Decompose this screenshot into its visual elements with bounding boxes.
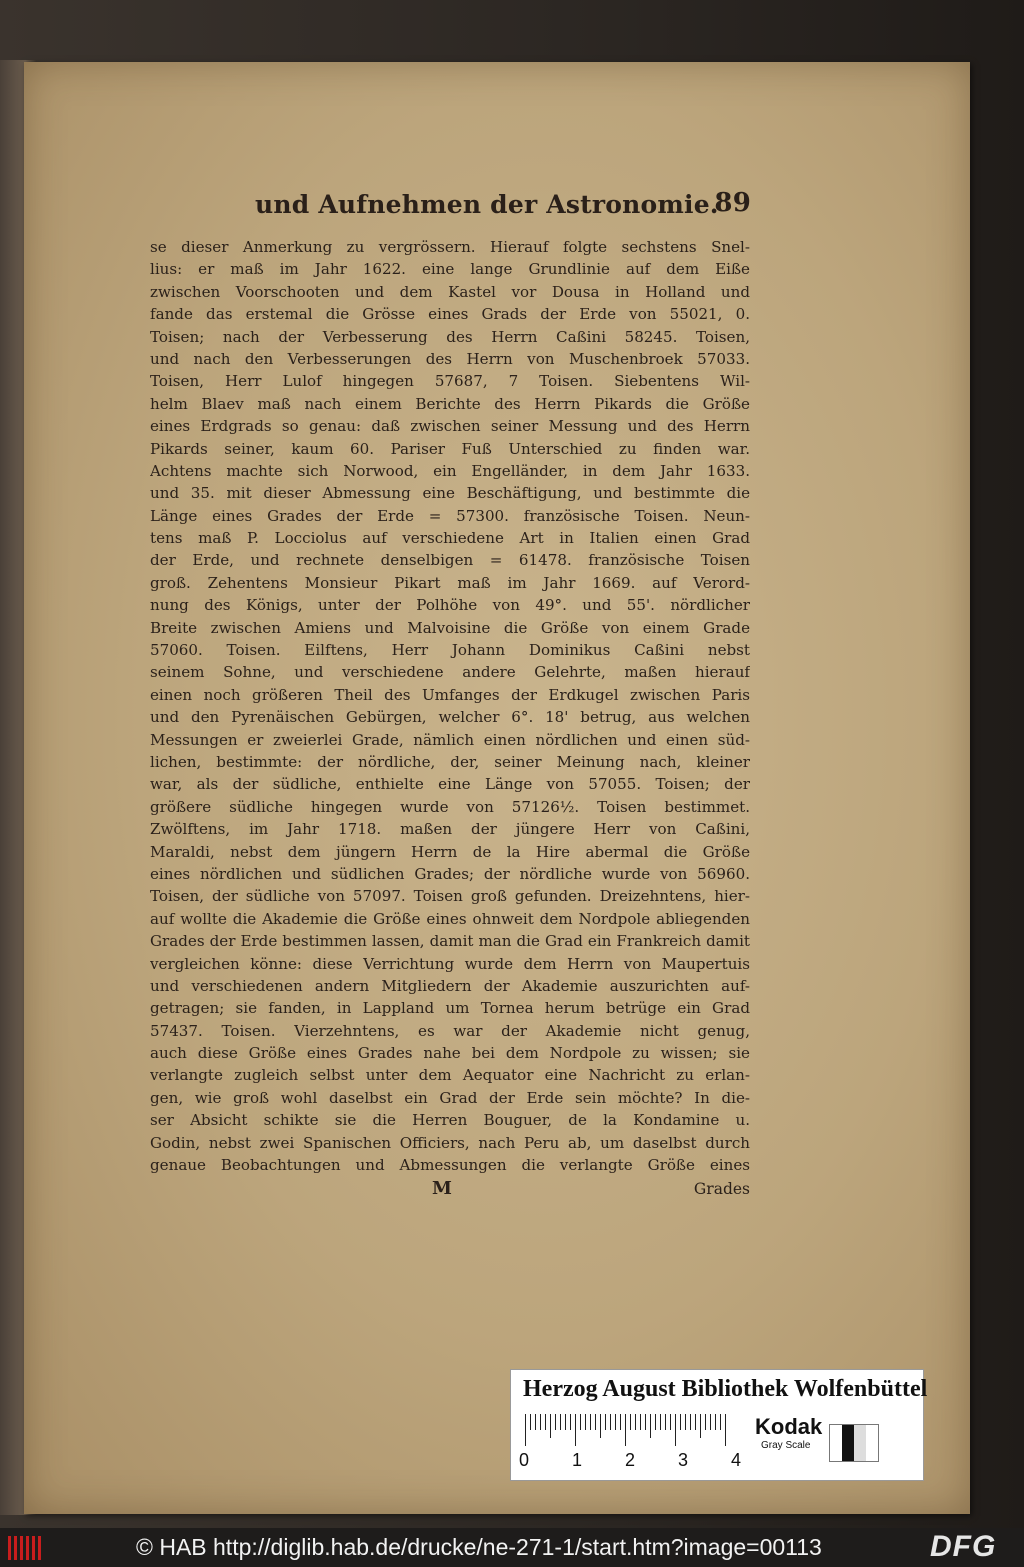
ruler-tick bbox=[680, 1414, 681, 1430]
text-line: fande das erstemal die Grösse eines Grads der Erde von 55021, 0. bbox=[150, 305, 750, 324]
ruler-tick bbox=[525, 1414, 526, 1446]
page-number: 89 bbox=[714, 188, 751, 218]
gray-swatches bbox=[829, 1424, 879, 1462]
ruler-tick bbox=[580, 1414, 581, 1430]
text-line: Pikards seiner, kaum 60. Pariser Fuß Unterschied zu finden war. bbox=[150, 439, 750, 458]
ruler-tick bbox=[655, 1414, 656, 1430]
text-line: Breite zwischen Amiens und Malvoisine die Größe von einem Grade bbox=[150, 618, 750, 637]
text-line: nung des Königs, unter der Polhöhe von 49°. und 55'. nördlicher bbox=[150, 596, 750, 615]
ruler-tick bbox=[710, 1414, 711, 1430]
gray-scale-label: Gray Scale bbox=[761, 1440, 811, 1451]
text-line: 57060. Toisen. Eilftens, Herr Johann Dominikus Caßini nebst bbox=[150, 641, 750, 660]
text-line: se dieser Anmerkung zu vergrössern. Hierauf folgte sechstens Snel- bbox=[150, 238, 750, 256]
text-line: getragen; sie fanden, in Lappland um Tornea herum betrüge ein Grad bbox=[150, 999, 750, 1018]
ruler-tick bbox=[665, 1414, 666, 1430]
text-line: Maraldi, nebst dem jüngern Herrn de la Hire abermal die Größe bbox=[150, 842, 750, 861]
text-line: groß. Zehentens Monsieur Pikart maß im Jahr 1669. auf Verord- bbox=[150, 573, 750, 592]
page-footer bbox=[150, 1178, 750, 1202]
swatch-white bbox=[830, 1425, 842, 1461]
text-line: Toisen, der südliche von 57097. Toisen groß gefunden. Dreizehntens, hier- bbox=[150, 887, 750, 906]
text-line: Godin, nebst zwei Spanischen Officiers, nach Peru ab, um daselbst durch bbox=[150, 1133, 750, 1152]
ruler-tick bbox=[675, 1414, 676, 1446]
ruler-label: 1 bbox=[572, 1450, 583, 1470]
ruler-tick bbox=[625, 1414, 626, 1446]
ruler-tick bbox=[590, 1414, 591, 1430]
credit-link[interactable]: © HAB http://diglib.hab.de/drucke/ne-271-1/start.htm?image=00113 bbox=[136, 1534, 822, 1560]
ruler-tick bbox=[705, 1414, 706, 1430]
library-name: Herzog August Bibliothek Wolfenbüttel bbox=[523, 1376, 928, 1402]
text-line: auf wollte die Akademie die Größe eines ohnweit dem Nordpole abliegenden bbox=[150, 909, 750, 928]
running-head-title: und Aufnehmen der Astronomie. bbox=[255, 190, 719, 219]
text-line: war, als der südliche, enthielte eine Länge von 57055. Toisen; der bbox=[150, 775, 750, 794]
text-line: lichen, bestimmte: der nördliche, der, seiner Meinung nach, kleiner bbox=[150, 752, 750, 771]
ruler-label: 0 bbox=[519, 1450, 530, 1470]
body-text bbox=[150, 236, 750, 1176]
text-line: verlangte zugleich selbst unter dem Aequator eine Nachricht zu erlan- bbox=[150, 1066, 750, 1085]
ruler-tick bbox=[670, 1414, 671, 1430]
hab-logo-icon bbox=[8, 1536, 42, 1560]
ruler-tick bbox=[575, 1414, 576, 1446]
text-line: größere südliche hingegen wurde von 57126½. Toisen bestimmet. bbox=[150, 797, 750, 816]
ruler-tick bbox=[685, 1414, 686, 1430]
swatch-light bbox=[854, 1425, 866, 1461]
ruler-tick bbox=[640, 1414, 641, 1430]
ruler-tick bbox=[650, 1414, 651, 1438]
ruler-tick bbox=[715, 1414, 716, 1430]
text-line: Zwölftens, im Jahr 1718. maßen der jüngere Herr von Caßini, bbox=[150, 820, 750, 839]
ruler-tick bbox=[595, 1414, 596, 1430]
text-line: 57437. Toisen. Vierzehntens, es war der Akademie nicht genug, bbox=[150, 1021, 750, 1040]
text-line: tens maß P. Locciolus auf verschiedene Art in Italien einen Grad bbox=[150, 529, 750, 548]
scale-ruler bbox=[525, 1414, 735, 1446]
ruler-tick bbox=[585, 1414, 586, 1430]
ruler-tick bbox=[545, 1414, 546, 1430]
text-line: und 35. mit dieser Abmessung eine Beschäftigung, und bestimmte die bbox=[150, 484, 750, 503]
text-line: vergleichen könne: diese Verrichtung wurde dem Herrn von Maupertuis bbox=[150, 954, 750, 973]
ruler-tick bbox=[550, 1414, 551, 1438]
catchword: Grades bbox=[693, 1180, 750, 1198]
text-line: auch diese Größe eines Grades nahe bei dem Nordpole zu wissen; sie bbox=[150, 1044, 750, 1063]
ruler-tick bbox=[690, 1414, 691, 1430]
text-line: Länge eines Grades der Erde = 57300. französische Toisen. Neun- bbox=[150, 506, 750, 525]
ruler-tick bbox=[555, 1414, 556, 1430]
ruler-tick bbox=[610, 1414, 611, 1430]
text-line: gen, wie groß wohl daselbst ein Grad der Erde sein möchte? In die- bbox=[150, 1088, 750, 1107]
ruler-tick bbox=[530, 1414, 531, 1430]
text-line: und nach den Verbesserungen des Herrn von Muschenbroek 57033. bbox=[150, 349, 750, 368]
ruler-tick bbox=[630, 1414, 631, 1430]
ruler-tick bbox=[535, 1414, 536, 1430]
dfg-logo: DFG bbox=[930, 1530, 997, 1563]
text-line: Toisen, Herr Lulof hingegen 57687, 7 Toisen. Siebentens Wil- bbox=[150, 372, 750, 391]
text-line: Messungen er zweierlei Grade, nämlich einen nördlichen und einen süd- bbox=[150, 730, 750, 749]
swatch-black bbox=[842, 1425, 854, 1461]
ruler-tick bbox=[620, 1414, 621, 1430]
ruler-tick bbox=[540, 1414, 541, 1430]
text-line: einen noch größeren Theil des Umfanges der Erdkugel zwischen Paris bbox=[150, 685, 750, 704]
text-line: eines Erdgrads so genau: daß zwischen seiner Messung und des Herrn bbox=[150, 417, 750, 436]
ruler-tick bbox=[560, 1414, 561, 1430]
text-line: ser Absicht schikte sie die Herren Bouguer, de la Kondamine u. bbox=[150, 1111, 750, 1130]
ruler-label: 3 bbox=[678, 1450, 689, 1470]
ruler-tick bbox=[700, 1414, 701, 1438]
ruler-tick bbox=[695, 1414, 696, 1430]
ruler-tick bbox=[660, 1414, 661, 1430]
text-line: Grades der Erde bestimmen lassen, damit man die Grad ein Frankreich damit bbox=[150, 932, 750, 951]
text-line: und verschiedenen andern Mitgliedern der Akademie auszurichten auf- bbox=[150, 976, 750, 995]
ruler-tick bbox=[720, 1414, 721, 1430]
credit-bar bbox=[0, 1528, 1024, 1567]
ruler-tick bbox=[565, 1414, 566, 1430]
kodak-brand: Kodak bbox=[755, 1414, 823, 1439]
text-line: lius: er maß im Jahr 1622. eine lange Grundlinie auf dem Eiße bbox=[150, 260, 750, 279]
library-color-card bbox=[510, 1369, 928, 1481]
signature-mark: M bbox=[432, 1178, 452, 1199]
ruler-label: 4 bbox=[731, 1450, 742, 1470]
text-line: eines nördlichen und südlichen Grades; der nördliche wurde von 56960. bbox=[150, 864, 750, 883]
ruler-tick bbox=[570, 1414, 571, 1430]
text-line: genaue Beobachtungen und Abmessungen die verlangte Größe eines bbox=[150, 1156, 750, 1175]
running-head bbox=[255, 186, 751, 226]
ruler-tick bbox=[615, 1414, 616, 1430]
ruler-tick bbox=[635, 1414, 636, 1430]
ruler-tick bbox=[600, 1414, 601, 1438]
ruler-tick bbox=[725, 1414, 726, 1446]
text-line: Toisen; nach der Verbesserung des Herrn Caßini 58245. Toisen, bbox=[150, 327, 750, 346]
text-line: Achtens machte sich Norwood, ein Engelländer, in dem Jahr 1633. bbox=[150, 461, 750, 480]
text-line: der Erde, und rechnete denselbigen = 61478. französische Toisen bbox=[150, 551, 750, 570]
text-line: zwischen Voorschooten und dem Kastel vor Dousa in Holland und bbox=[150, 282, 750, 301]
ruler-labels bbox=[519, 1450, 759, 1472]
text-line: seinem Sohne, und verschiedene andere Gelehrte, maßen hierauf bbox=[150, 663, 750, 682]
text-line: und den Pyrenäischen Gebürgen, welcher 6°. 18' betrug, aus welchen bbox=[150, 708, 750, 727]
ruler-tick bbox=[605, 1414, 606, 1430]
ruler-label: 2 bbox=[625, 1450, 636, 1470]
text-line: helm Blaev maß nach einem Berichte des Herrn Pikards die Größe bbox=[150, 394, 750, 413]
ruler-tick bbox=[645, 1414, 646, 1430]
swatch-white-2 bbox=[866, 1425, 878, 1461]
